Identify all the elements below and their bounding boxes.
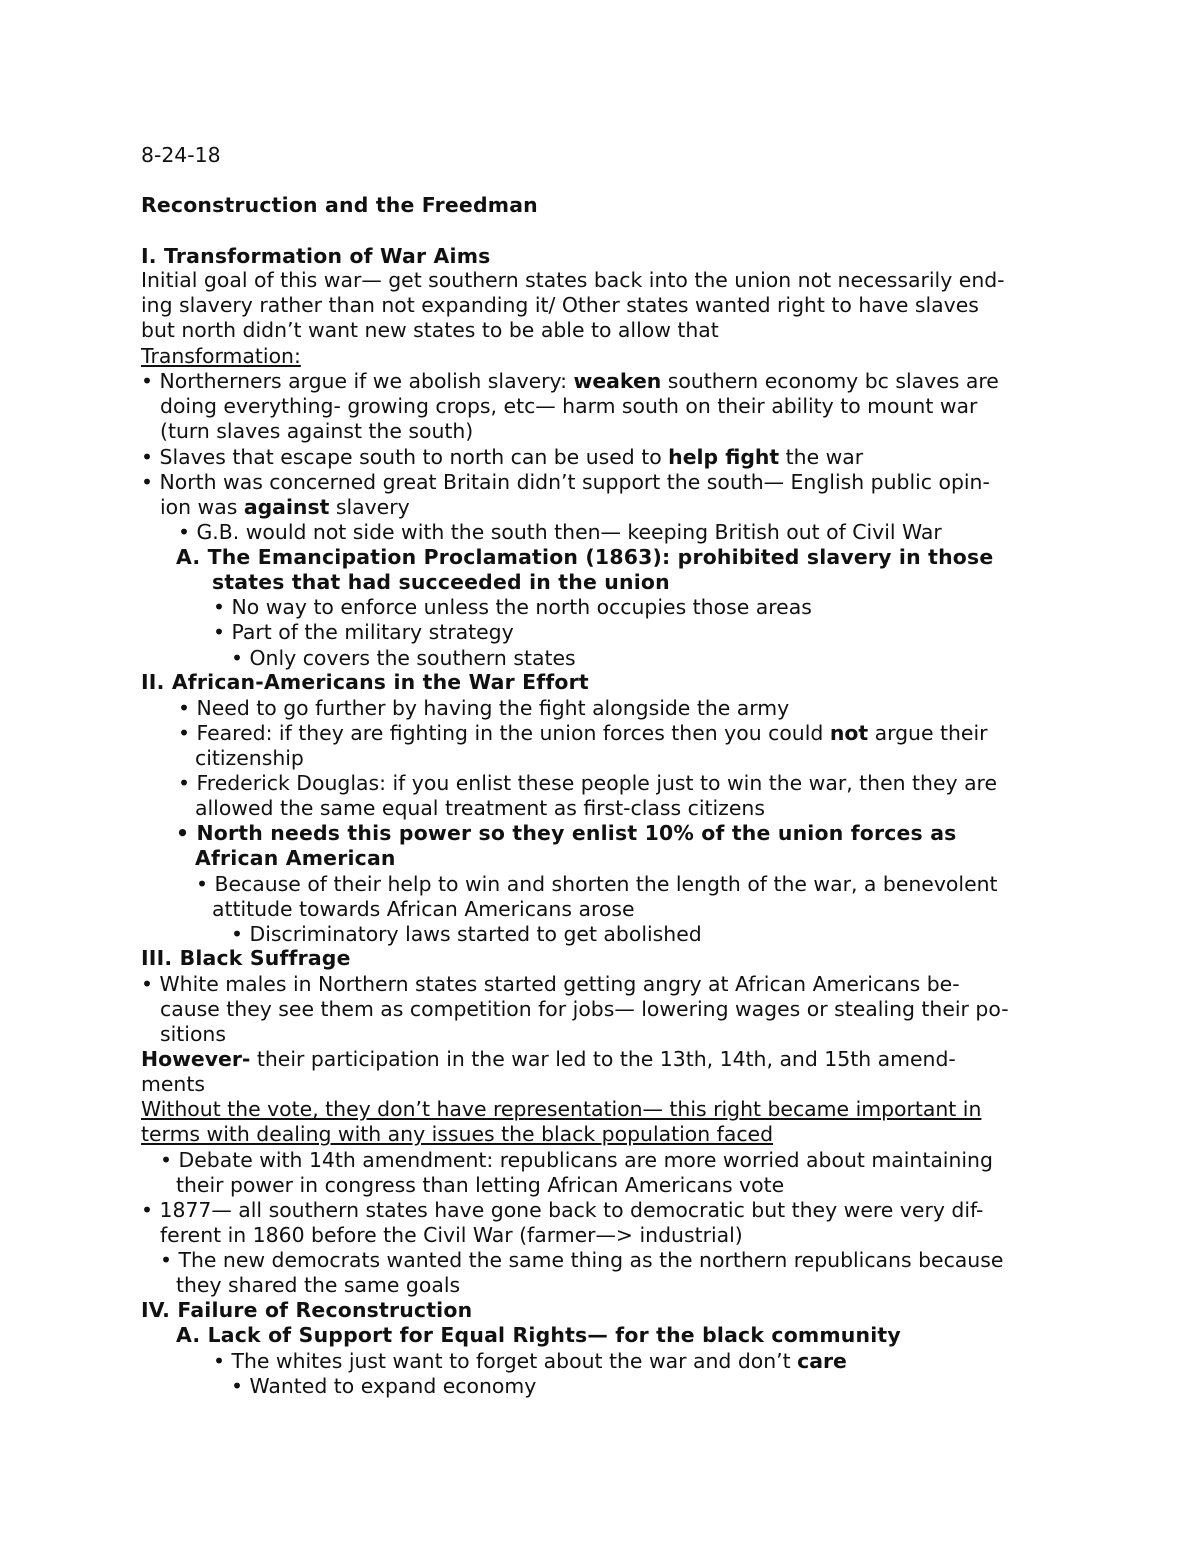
bullet-item: • Frederick Douglas: if you enlist these people just to win the war, then they are	[178, 771, 998, 795]
bullet-item: • Northerners argue if we abolish slavery: weaken southern economy bc slaves are	[141, 369, 999, 393]
sub-sub-bullet-item: • Discriminatory laws started to get abolished	[231, 922, 702, 946]
bullet-item-bold: • North needs this power so they enlist 10% of the union forces as	[176, 821, 957, 845]
section-heading-4: IV. Failure of Reconstruction	[141, 1298, 473, 1322]
bullet-continuation: their power in congress than letting African Americans vote	[176, 1173, 785, 1197]
page-title: Reconstruction and the Freedman	[141, 193, 538, 217]
paragraph-line: Initial goal of this war— get southern states back into the union not necessarily end-	[141, 268, 1005, 292]
paragraph-line: but north didn’t want new states to be able to allow that	[141, 318, 719, 342]
bullet-continuation: cause they see them as competition for jobs— lowering wages or stealing their po-	[160, 997, 1009, 1021]
bullet-item: • 1877— all southern states have gone back to democratic but they were very dif-	[141, 1198, 984, 1222]
sub-sub-bullet-item: • Only covers the southern states	[231, 646, 576, 670]
date: 8-24-18	[141, 143, 221, 167]
sub-bullet-item: • Debate with 14th amendment: republicans are more worried about maintaining	[160, 1148, 993, 1172]
bullet-continuation: they shared the same goals	[176, 1273, 461, 1297]
bullet-item: • White males in Northern states started getting angry at African Americans be-	[141, 972, 960, 996]
sub-bullet-item: • The whites just want to forget about the war and don’t care	[213, 1349, 847, 1373]
section-heading-2: II. African-Americans in the War Effort	[141, 670, 589, 694]
sub-bullet-item: • Because of their help to win and shorten the length of the war, a benevolent	[196, 872, 998, 896]
bullet-continuation: (turn slaves against the south)	[160, 419, 474, 443]
sub-bullet-item: • No way to enforce unless the north occupies those areas	[213, 595, 812, 619]
subsection-heading-a: A. The Emancipation Proclamation (1863): prohibited slavery in those	[176, 545, 994, 569]
bullet-item: • Feared: if they are fighting in the union forces then you could not argue their	[178, 721, 988, 745]
section-heading-1: I. Transformation of War Aims	[141, 244, 491, 268]
bullet-continuation-bold: African American	[195, 846, 396, 870]
transformation-label: Transformation:	[141, 344, 301, 368]
paragraph-line: However- their participation in the war led to the 13th, 14th, and 15th amend-	[141, 1047, 956, 1071]
sub-sub-bullet-item: • Wanted to expand economy	[231, 1374, 537, 1398]
bullet-continuation: sitions	[160, 1022, 226, 1046]
bullet-item: • Slaves that escape south to north can be used to help fight the war	[141, 445, 864, 469]
bullet-item: • Need to go further by having the fight alongside the army	[178, 696, 790, 720]
sub-bullet-item: • Part of the military strategy	[213, 620, 514, 644]
bullet-continuation: citizenship	[195, 746, 304, 770]
bullet-continuation: allowed the same equal treatment as first-class citizens	[195, 796, 765, 820]
bullet-continuation: attitude towards African Americans arose	[212, 897, 635, 921]
subsection-heading-a: A. Lack of Support for Equal Rights— for the black community	[176, 1323, 901, 1347]
sub-bullet-item: • The new democrats wanted the same thing as the northern republicans because	[160, 1248, 1004, 1272]
paragraph-line: ments	[141, 1072, 205, 1096]
underlined-line: terms with dealing with any issues the black population faced	[141, 1122, 774, 1146]
bullet-item: • North was concerned great Britain didn’t support the south— English public opin-	[141, 470, 990, 494]
bullet-continuation: ion was against slavery	[160, 495, 410, 519]
bullet-continuation: ferent in 1860 before the Civil War (farmer—> industrial)	[160, 1223, 743, 1247]
underlined-line: Without the vote, they don’t have representation— this right became important in	[141, 1097, 982, 1121]
sub-bullet-item: • G.B. would not side with the south then— keeping British out of Civil War	[178, 520, 942, 544]
subsection-heading-continuation: states that had succeeded in the union	[212, 570, 670, 594]
paragraph-line: ing slavery rather than not expanding it/ Other states wanted right to have slaves	[141, 293, 979, 317]
bullet-continuation: doing everything- growing crops, etc— harm south on their ability to mount war	[160, 394, 978, 418]
section-heading-3: III. Black Suffrage	[141, 946, 351, 970]
